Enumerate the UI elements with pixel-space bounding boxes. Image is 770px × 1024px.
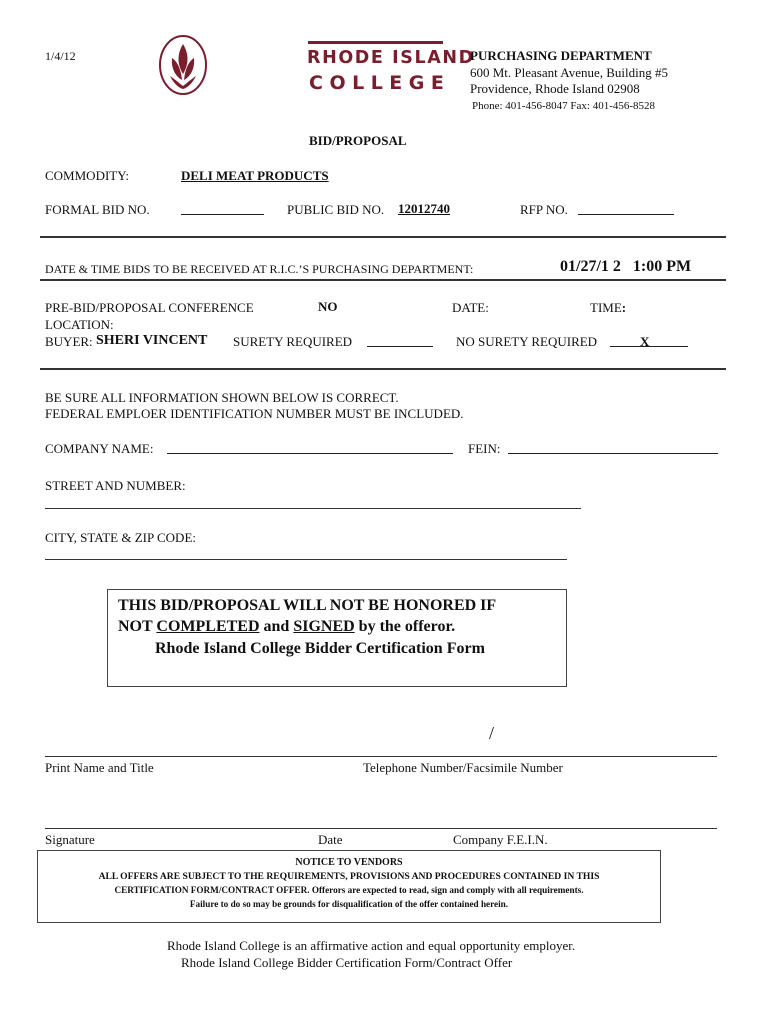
phone-fax: Phone: 401-456-8047 Fax: 401-456-8528 — [472, 100, 656, 112]
notice-line-2: CERTIFICATION FORM/CONTRACT OFFER. Offerors are expected to read, sign and comply with all requirements. — [114, 885, 584, 895]
fein-label: FEIN: — [468, 441, 501, 456]
street-field[interactable] — [45, 508, 581, 509]
document-date: 1/4/12 — [45, 49, 76, 63]
warning-completed: COMPLETED — [156, 618, 260, 635]
conference-time-label — [590, 300, 626, 316]
address-line-1: 600 Mt. Pleasant Avenue, Building #5 — [470, 65, 668, 80]
instruction-line-2: FEDERAL EMPLOER IDENTIFICATION NUMBER MUST BE INCLUDED. — [45, 406, 464, 421]
city-field[interactable] — [45, 559, 567, 560]
divider — [40, 368, 726, 370]
company-name-label: COMPANY NAME: — [45, 441, 154, 456]
company-name-field[interactable] — [167, 441, 453, 459]
divider — [40, 236, 726, 238]
warning-line-1: THIS BID/PROPOSAL WILL NOT BE HONORED IF — [118, 597, 497, 614]
date-label: Date — [318, 832, 343, 847]
divider — [40, 279, 726, 281]
footer-line-1: Rhode Island College is an affirmative action and equal opportunity employer. — [167, 938, 576, 953]
deadline-value: 01/27/1 2 1:00 PM — [560, 258, 692, 275]
notice-line-3: Failure to do so may be grounds for disqualification of the offer contained herein. — [189, 899, 509, 909]
name-title-phone-line[interactable] — [45, 756, 717, 757]
commodity-value: DELI MEAT PRODUCTS — [181, 168, 329, 183]
warning-signed: SIGNED — [293, 618, 355, 635]
warning-line-2 — [118, 618, 455, 636]
rfp-field[interactable] — [578, 202, 674, 220]
fein-field[interactable] — [508, 441, 718, 459]
rfp-label: RFP NO. — [520, 202, 568, 217]
surety-required-field[interactable] — [367, 334, 433, 352]
warning-text: NOT — [118, 618, 157, 635]
no-surety-mark: X — [640, 334, 650, 349]
warning-text: and — [259, 618, 294, 635]
instruction-line-1: BE SURE ALL INFORMATION SHOWN BELOW IS CORRECT. — [45, 390, 399, 405]
logo-text-college: COLLEGE — [309, 72, 451, 94]
address-line-2: Providence, Rhode Island 02908 — [470, 81, 640, 96]
time-label-text: TIME — [590, 300, 622, 315]
company-fein-label: Company F.E.I.N. — [453, 832, 548, 847]
warning-text: by the offeror. — [354, 618, 456, 635]
city-label: CITY, STATE & ZIP CODE: — [45, 530, 196, 545]
deadline-label: DATE & TIME BIDS TO BE RECEIVED AT R.I.C.’S PURCHASING DEPARTMENT: — [45, 262, 474, 276]
time-label-colon: : — [621, 300, 627, 315]
public-bid-label: PUBLIC BID NO. — [287, 202, 385, 217]
conference-date-label: DATE: — [452, 300, 489, 315]
notice-title: NOTICE TO VENDORS — [295, 857, 403, 868]
form-title: BID/PROPOSAL — [309, 133, 407, 148]
street-label: STREET AND NUMBER: — [45, 478, 186, 493]
formal-bid-label: FORMAL BID NO. — [45, 202, 150, 217]
logo-text-rhode-island: RHODE ISLAND — [307, 48, 475, 68]
telephone-label: Telephone Number/Facsimile Number — [363, 760, 563, 775]
notice-line-1: ALL OFFERS ARE SUBJECT TO THE REQUIREMENTS, PROVISIONS AND PROCEDURES CONTAINED IN THIS — [98, 871, 600, 882]
warning-line-3: Rhode Island College Bidder Certification Form — [155, 640, 485, 657]
no-surety-label: NO SURETY REQUIRED — [456, 334, 598, 349]
public-bid-value: 12012740 — [398, 201, 450, 216]
formal-bid-field[interactable] — [181, 202, 264, 220]
signature-label: Signature — [45, 832, 95, 847]
surety-required-label: SURETY REQUIRED — [233, 334, 353, 349]
buyer-label: BUYER: — [45, 334, 93, 349]
commodity-label: COMMODITY: — [45, 168, 130, 183]
conference-value: NO — [318, 299, 338, 314]
signature-line[interactable] — [45, 828, 717, 829]
location-label: LOCATION: — [45, 317, 114, 332]
department-name: PURCHASING DEPARTMENT — [470, 48, 652, 63]
logo-bar — [308, 41, 443, 44]
print-name-label: Print Name and Title — [45, 760, 154, 775]
college-crest-logo — [158, 34, 208, 96]
conference-label: PRE-BID/PROPOSAL CONFERENCE — [45, 300, 254, 315]
footer-line-2: Rhode Island College Bidder Certification Form/Contract Offer — [181, 955, 513, 970]
phone-fax-separator: / — [489, 723, 495, 743]
buyer-value: SHERI VINCENT — [96, 333, 208, 348]
